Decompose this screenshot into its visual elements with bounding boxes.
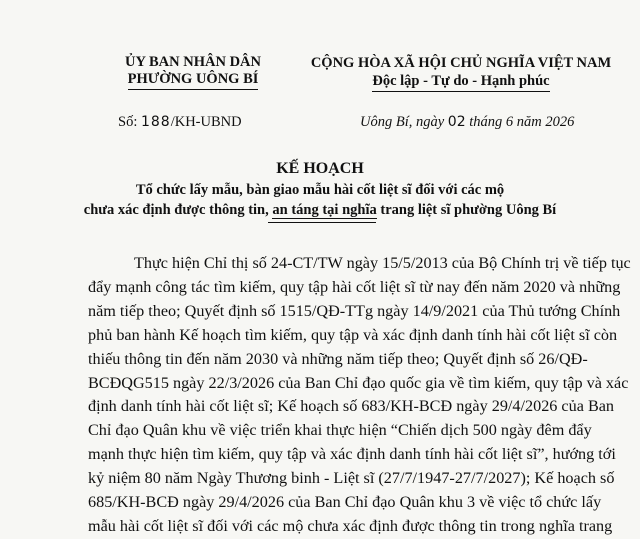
subtitle-line2-highlight: an táng tại nghĩa [272,202,377,218]
body-paragraph [88,252,633,539]
doc-number-prefix: Số: [118,114,138,130]
document-date [360,114,574,131]
body-line: định danh tính hài cốt liệt sĩ; Kế hoạch số 683/KH-BCĐ ngày 29/4/2026 của Ban [88,397,615,416]
body-line: BCĐQG515 ngày 22/3/2026 của Ban Chỉ đạo quốc gia về tìm kiếm, quy tập và xác [88,373,629,392]
issuing-authority [108,54,278,90]
subtitle-line2 [40,200,600,220]
org-name-line2: PHƯỜNG UÔNG BÍ [128,71,259,90]
subtitle-line1: Tổ chức lấy mẫu, bàn giao mẫu hài cốt liệt sĩ đối với các mộ [135,182,505,198]
org-name-line1: ỦY BAN NHÂN DÂN [124,54,261,70]
body-line: phủ ban hành Kế hoạch tìm kiếm, quy tập và xác định danh tính hài cốt liệt sĩ còn [88,325,618,344]
subtitle-line2-post: trang liệt sĩ phường Uông Bí [380,202,557,218]
document-subtitle [40,180,600,220]
doc-number-suffix: /KH-UBND [170,114,242,130]
doc-number-handwritten: 188 [140,114,171,130]
country-name: CỘNG HÒA XÃ HỘI CHỦ NGHĨA VIỆT NAM [310,55,612,71]
date-day-handwritten: 02 [447,114,466,130]
date-prefix: Uông Bí, ngày [360,114,445,130]
national-motto: Độc lập - Tự do - Hạnh phúc [372,72,549,92]
title-divider [268,222,376,223]
body-line: thiếu thông tin đến năm 2030 và những năm tiếp theo; Quyết định số 26/QĐ- [88,349,588,368]
document-title: KẾ HOẠCH [276,160,364,177]
body-line: mẫu hài cốt liệt sĩ đối với các mộ chưa xác định được thông tin trong nghĩa trang [88,516,613,535]
national-header [300,54,622,92]
body-line: kỷ niệm 80 năm Ngày Thương binh - Liệt sĩ (27/7/1947-27/7/2027); Kế hoạch số [88,469,615,488]
body-line: năm tiếp theo; Quyết định số 1515/QĐ-TTg ngày 14/9/2021 của Thủ tướng Chính [88,301,621,320]
body-line: Chỉ đạo Quân khu về việc triển khai thực hiện “Chiến dịch 500 ngày đêm đẩy [88,421,592,440]
body-line: Thực hiện Chỉ thị số 24-CT/TW ngày 15/5/2013 của Bộ Chính trị về tiếp tục [134,254,631,272]
body-line: mạnh thực hiện tìm kiếm, quy tập và xác định danh tính hài cốt liệt sĩ”, hướng tới [88,445,616,464]
body-line: đẩy mạnh công tác tìm kiếm, quy tập hài cốt liệt sĩ từ nay đến năm 2020 và những [88,277,621,296]
subtitle-line2-pre: chưa xác định được thông tin, [83,202,269,218]
date-suffix: tháng 6 năm 2026 [469,114,575,130]
document-number [118,114,242,131]
body-line: 685/KH-BCĐ ngày 29/4/2026 của Ban Chỉ đạo Quân khu 3 về việc tổ chức lấy [88,493,602,512]
